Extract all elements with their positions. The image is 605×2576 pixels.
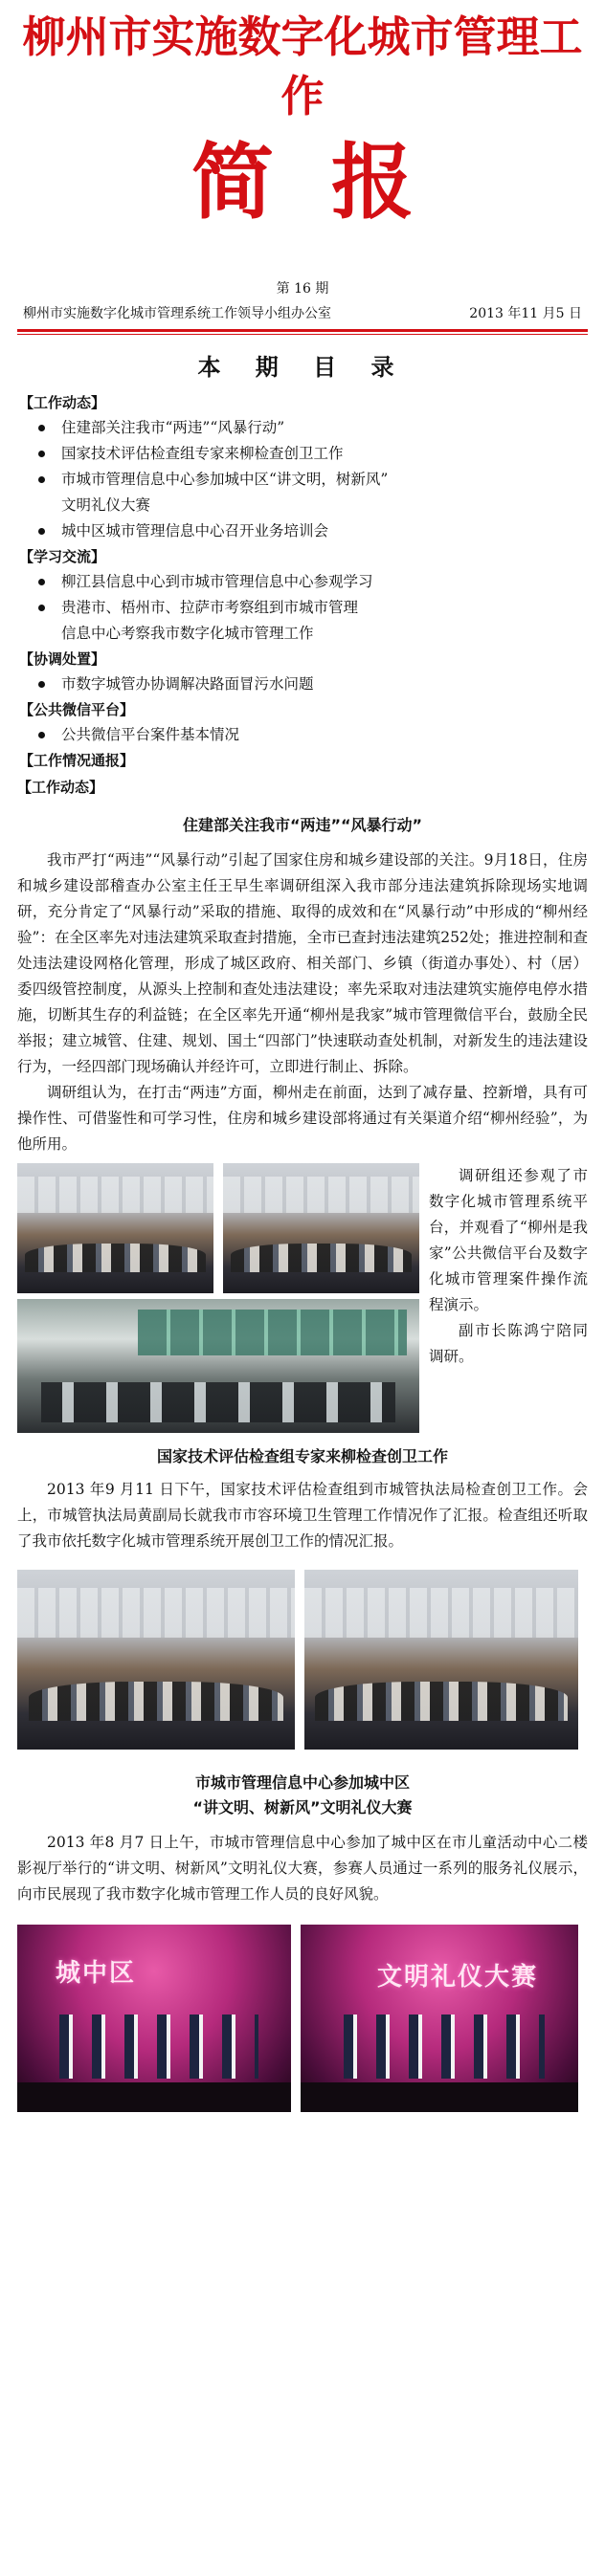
article-paragraph: 调研组还参观了市数字化城市管理系统平台，并观看了“柳州是我家”公共微信平台及数字化城市管理案件操作流程演示。 <box>429 1167 588 1313</box>
toc-item[interactable]: 柳江县信息中心到市城市管理信息中心参观学习 <box>17 569 588 595</box>
issuer-row <box>17 304 588 323</box>
toc-item-continued[interactable]: 信息中心考察我市数字化城市管理工作 <box>61 625 314 642</box>
toc-item[interactable]: 住建部关注我市“两违”“风暴行动” <box>17 415 588 441</box>
bullet-icon <box>38 605 45 611</box>
bullet-icon <box>38 425 45 431</box>
article-title: 住建部关注我市“两违”“风暴行动” <box>182 816 423 834</box>
photo-text-block <box>17 1163 588 1433</box>
article-body <box>17 848 588 1157</box>
issuer: 柳州市实施数字化城市管理系统工作领导小组办公室 <box>23 306 331 321</box>
control-room-photo <box>17 1299 419 1433</box>
toc-item[interactable]: 贵港市、梧州市、拉萨市考察组到市城市管理 <box>17 595 588 621</box>
article-title: 国家技术评估检查组专家来柳检查创卫工作 <box>156 1447 448 1465</box>
bullet-icon <box>38 528 45 535</box>
meeting-photo <box>304 1570 578 1750</box>
issue-date: 2013 年11 月5 日 <box>469 306 582 321</box>
toc-item[interactable]: 城中区城市管理信息中心召开业务培训会 <box>17 518 588 544</box>
toc-item[interactable]: 公共微信平台案件基本情况 <box>17 722 588 748</box>
article-paragraph: 我市严打“两违”“风暴行动”引起了国家住房和城乡建设部的关注。9月18日，住房和城乡建设部稽查办公室主任王早生率调研组深入我市部分违法建筑拆除现场实地调研，充分肯定了“风暴行动”采取的措施、取得的成效和在“风暴行动”中形成的“柳州经验”：在全区率先对违法建筑采取查封措施，全市已查封违法建筑252处；推进控制和查处违法建设网格化管理，形成了城区政府、相关部门、乡镇（街道办事处）、村（居）委四级管控制度，从源头上控制和查处违法建设；率先采取对违法建筑实施停电停水措施，切断其生存的利益链；在全区率先开通“柳州是我家”城市管理微信平台，鼓励全民举报；建立城管、住建、规划、国土“四部门”快速联动查处机制，对新发生的违法建设行为，一经四部门现场确认并经许可，立即进行制止、拆除。 <box>17 851 588 1075</box>
meeting-photo <box>17 1163 213 1293</box>
toc-title: 本 期 目 录 <box>197 353 408 381</box>
stage-banner-text: 文明礼仪大赛 <box>377 1963 539 1992</box>
article-title: “讲文明、树新风”文明礼仪大赛 <box>192 1798 413 1816</box>
toc-item[interactable]: 市数字城管办协调解决路面冒污水问题 <box>17 672 588 697</box>
toc-category: 【学习交流】 <box>19 548 106 565</box>
toc-item[interactable]: 国家技术评估检查组专家来柳检查创卫工作 <box>17 441 588 467</box>
stage-photo <box>17 1925 291 2112</box>
toc-category: 【工作动态】 <box>19 394 106 411</box>
bullet-icon <box>38 451 45 457</box>
article-paragraph: 2013 年9 月11 日下午，国家技术评估检查组到市城管执法局检查创卫工作。会上，市城管执法局黄副局长就我市市容环境卫生管理工作情况作了汇报。检查组还听取了我市依托数字化城市管理系统开展创卫工作的情况汇报。 <box>17 1481 588 1550</box>
bullet-icon <box>38 476 45 483</box>
meeting-photo <box>17 1570 295 1750</box>
toc-item-continued[interactable]: 文明礼仪大赛 <box>61 496 151 514</box>
article-paragraph: 副市长陈鸿宁陪同调研。 <box>429 1322 588 1365</box>
bullet-icon <box>38 732 45 738</box>
masthead-subtitle: 简报 <box>191 135 471 231</box>
toc-category: 【协调处置】 <box>19 650 106 668</box>
toc-category: 【工作情况通报】 <box>19 752 135 769</box>
issue-number: 第 16 期 <box>276 281 329 297</box>
photo-row <box>17 1570 588 1750</box>
section-label: 【工作动态】 <box>17 779 104 796</box>
meeting-photo <box>223 1163 419 1293</box>
red-divider <box>17 329 588 332</box>
bullet-icon <box>38 681 45 688</box>
toc-category: 【公共微信平台】 <box>19 701 135 718</box>
photo-column <box>17 1163 419 1433</box>
article-title: 市城市管理信息中心参加城中区 <box>194 1773 410 1792</box>
red-divider-thin <box>17 334 588 335</box>
photo-row <box>17 1925 588 2112</box>
side-text <box>429 1163 588 1433</box>
table-of-contents <box>17 390 588 773</box>
stage-banner-text: 城中区 <box>56 1959 137 1988</box>
article-paragraph: 2013 年8 月7 日上午，市城市管理信息中心参加了城中区在市儿童活动中心二楼影视厅举行的“讲文明、树新风”文明礼仪大赛，参赛人员通过一系列的服务礼仪展示，向市民展现了我市数字化城市管理工作人员的良好风貌。 <box>17 1834 588 1903</box>
stage-photo <box>301 1925 578 2112</box>
bullet-icon <box>38 579 45 585</box>
masthead-title: 柳州市实施数字化城市管理工作 <box>22 11 583 121</box>
toc-item[interactable]: 市城市管理信息中心参加城中区“讲文明，树新风” <box>17 467 588 493</box>
article-paragraph: 调研组认为，在打击“两违”方面，柳州走在前面，达到了减存量、控新增，具有可操作性、可借鉴性和可学习性，住房和城乡建设部将通过有关渠道介绍“柳州经验”，为他所用。 <box>17 1084 588 1153</box>
